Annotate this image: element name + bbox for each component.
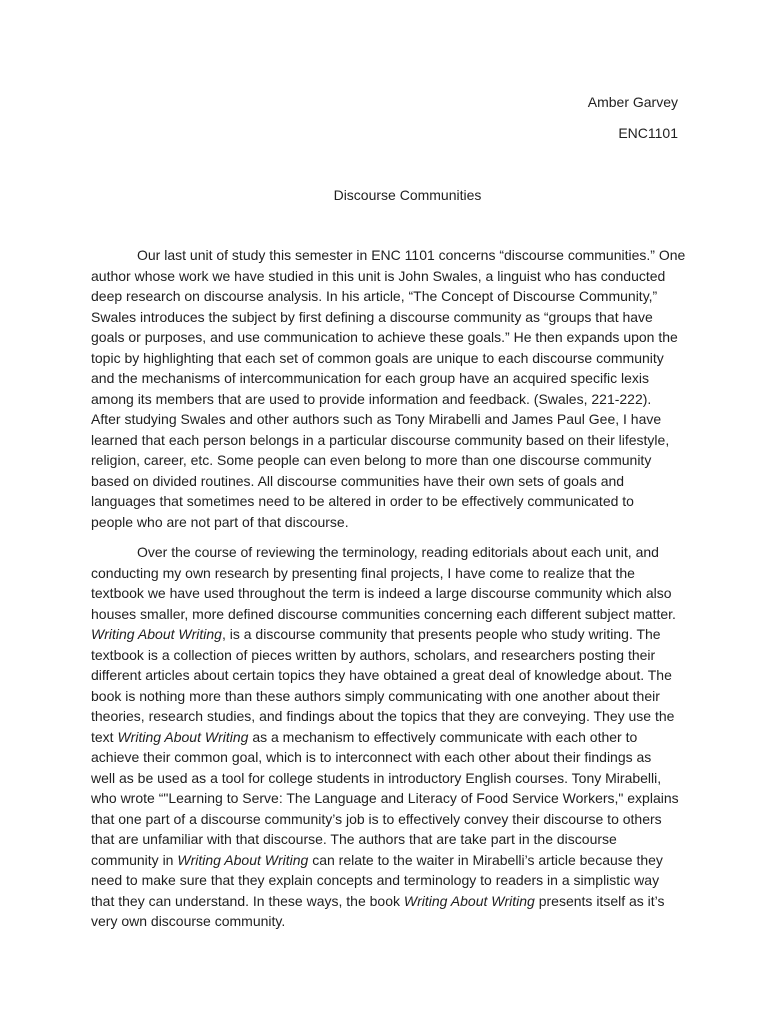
line-text: achieve their common goal, which is to interconnect with each other about their findings as <box>91 749 652 765</box>
text-line <box>91 583 731 604</box>
book-title: Writing About Writing <box>177 851 309 868</box>
line-text: among its members that are used to provide information and feedback. (Swales, 221-222). <box>91 390 652 407</box>
text-line <box>91 665 731 686</box>
text-line <box>91 604 731 625</box>
line-text: well as be used as a tool for college students in introductory English courses. Tony Mirabelli, <box>91 769 662 786</box>
line-text: textbook is a collection of pieces written by authors, scholars, and researchers posting their <box>91 646 656 663</box>
text-line <box>91 327 731 348</box>
text-line <box>91 706 731 727</box>
text-line <box>91 307 731 328</box>
body-paragraph <box>91 542 731 932</box>
text-line <box>91 747 731 768</box>
line-text: text <box>91 728 118 745</box>
line-text: very own discourse community. <box>91 913 286 929</box>
line-text: textbook we have used throughout the term is indeed a large discourse community which also <box>91 585 672 601</box>
text-line <box>91 686 731 707</box>
line-text: that they can understand. In these ways, the book <box>91 892 404 909</box>
line-text: goals or purposes, and use communication to achieve these goals.” He then expands upon the <box>91 329 678 345</box>
text-line <box>91 624 731 645</box>
line-text: topic by highlighting that each set of common goals are unique to each discourse community <box>91 349 664 366</box>
line-text: as a mechanism to effectively communicate with each other to <box>248 728 638 745</box>
book-title: Writing About Writing <box>403 892 535 909</box>
text-line <box>91 471 731 492</box>
line-text: Our last unit of study this semester in ENC 1101 concerns “discourse communities.” One <box>137 247 686 263</box>
text-line <box>91 245 731 266</box>
line-text: community in <box>91 851 178 868</box>
essay-title: Discourse Communities <box>333 187 482 203</box>
text-line <box>91 409 731 430</box>
text-line <box>91 430 731 451</box>
line-text: houses smaller, more defined discourse communities concerning each different subject matter. <box>91 605 676 622</box>
text-line <box>91 850 731 871</box>
line-text: author whose work we have studied in this unit is John Swales, a linguist who has conducted <box>91 267 666 284</box>
body-paragraph <box>91 245 731 532</box>
line-text: people who are not part of that discourse. <box>91 513 349 530</box>
text-line <box>91 542 731 563</box>
text-line <box>91 911 731 932</box>
line-text: religion, career, etc. Some people can even belong to more than one discourse community <box>91 452 652 468</box>
line-text: Over the course of reviewing the terminology, reading editorials about each unit, and <box>137 544 659 560</box>
line-text: presents itself as it’s <box>534 892 665 909</box>
line-text: Swales introduces the subject by first defining a discourse community as “groups that have <box>91 308 653 325</box>
author-name: Amber Garvey <box>587 94 678 110</box>
text-line <box>91 512 731 533</box>
line-text: based on divided routines. All discourse communities have their own sets of goals and <box>91 472 625 489</box>
line-text: different articles about certain topics they have obtained a great deal of knowledge about. The <box>91 667 672 683</box>
line-text: book is nothing more than these authors simply communicating with one another about their <box>91 687 660 704</box>
book-title: Writing About Writing <box>91 626 222 642</box>
text-line <box>91 348 731 369</box>
line-text: who wrote “"Learning to Serve: The Language and Literacy of Food Service Workers," explains <box>91 790 679 806</box>
book-title: Writing About Writing <box>117 728 249 745</box>
text-line <box>91 768 731 789</box>
line-text: conducting my own research by presenting final projects, I have come to realize that the <box>91 564 635 581</box>
text-line <box>91 563 731 584</box>
text-line <box>91 788 731 809</box>
text-line <box>91 368 731 389</box>
text-line <box>91 450 731 471</box>
line-text: learned that each person belongs in a particular discourse community based on their lifestyle, <box>91 431 670 448</box>
course-code: ENC1101 <box>618 125 678 141</box>
text-line <box>91 727 731 748</box>
text-line <box>91 809 731 830</box>
line-text: deep research on discourse analysis. In his article, “The Concept of Discourse Community,” <box>91 288 658 304</box>
text-line <box>91 286 731 307</box>
line-text: theories, research studies, and findings about the topics that they are conveying. They use the <box>91 708 675 724</box>
text-line <box>91 389 731 410</box>
text-line <box>91 891 731 912</box>
line-text: that are unfamiliar with that discourse. The authors that are take part in the discourse <box>91 831 617 847</box>
line-text: languages that sometimes need to be altered in order to be effectively communicated to <box>91 493 634 509</box>
text-line <box>91 870 731 891</box>
text-line <box>91 829 731 850</box>
line-text: can relate to the waiter in Mirabelli’s article because they <box>308 851 663 868</box>
text-line <box>91 266 731 287</box>
line-text: that one part of a discourse community’s job is to effectively convey their discourse to others <box>91 810 662 827</box>
line-text: After studying Swales and other authors such as Tony Mirabelli and James Paul Gee, I have <box>91 411 662 427</box>
text-line <box>91 645 731 666</box>
line-text: , is a discourse community that presents people who study writing. The <box>221 626 661 642</box>
line-text: need to make sure that they explain concepts and terminology to readers in a simplistic way <box>91 872 660 888</box>
line-text: and the mechanisms of intercommunication for each group have an acquired specific lexis <box>91 370 649 386</box>
text-line <box>91 491 731 512</box>
